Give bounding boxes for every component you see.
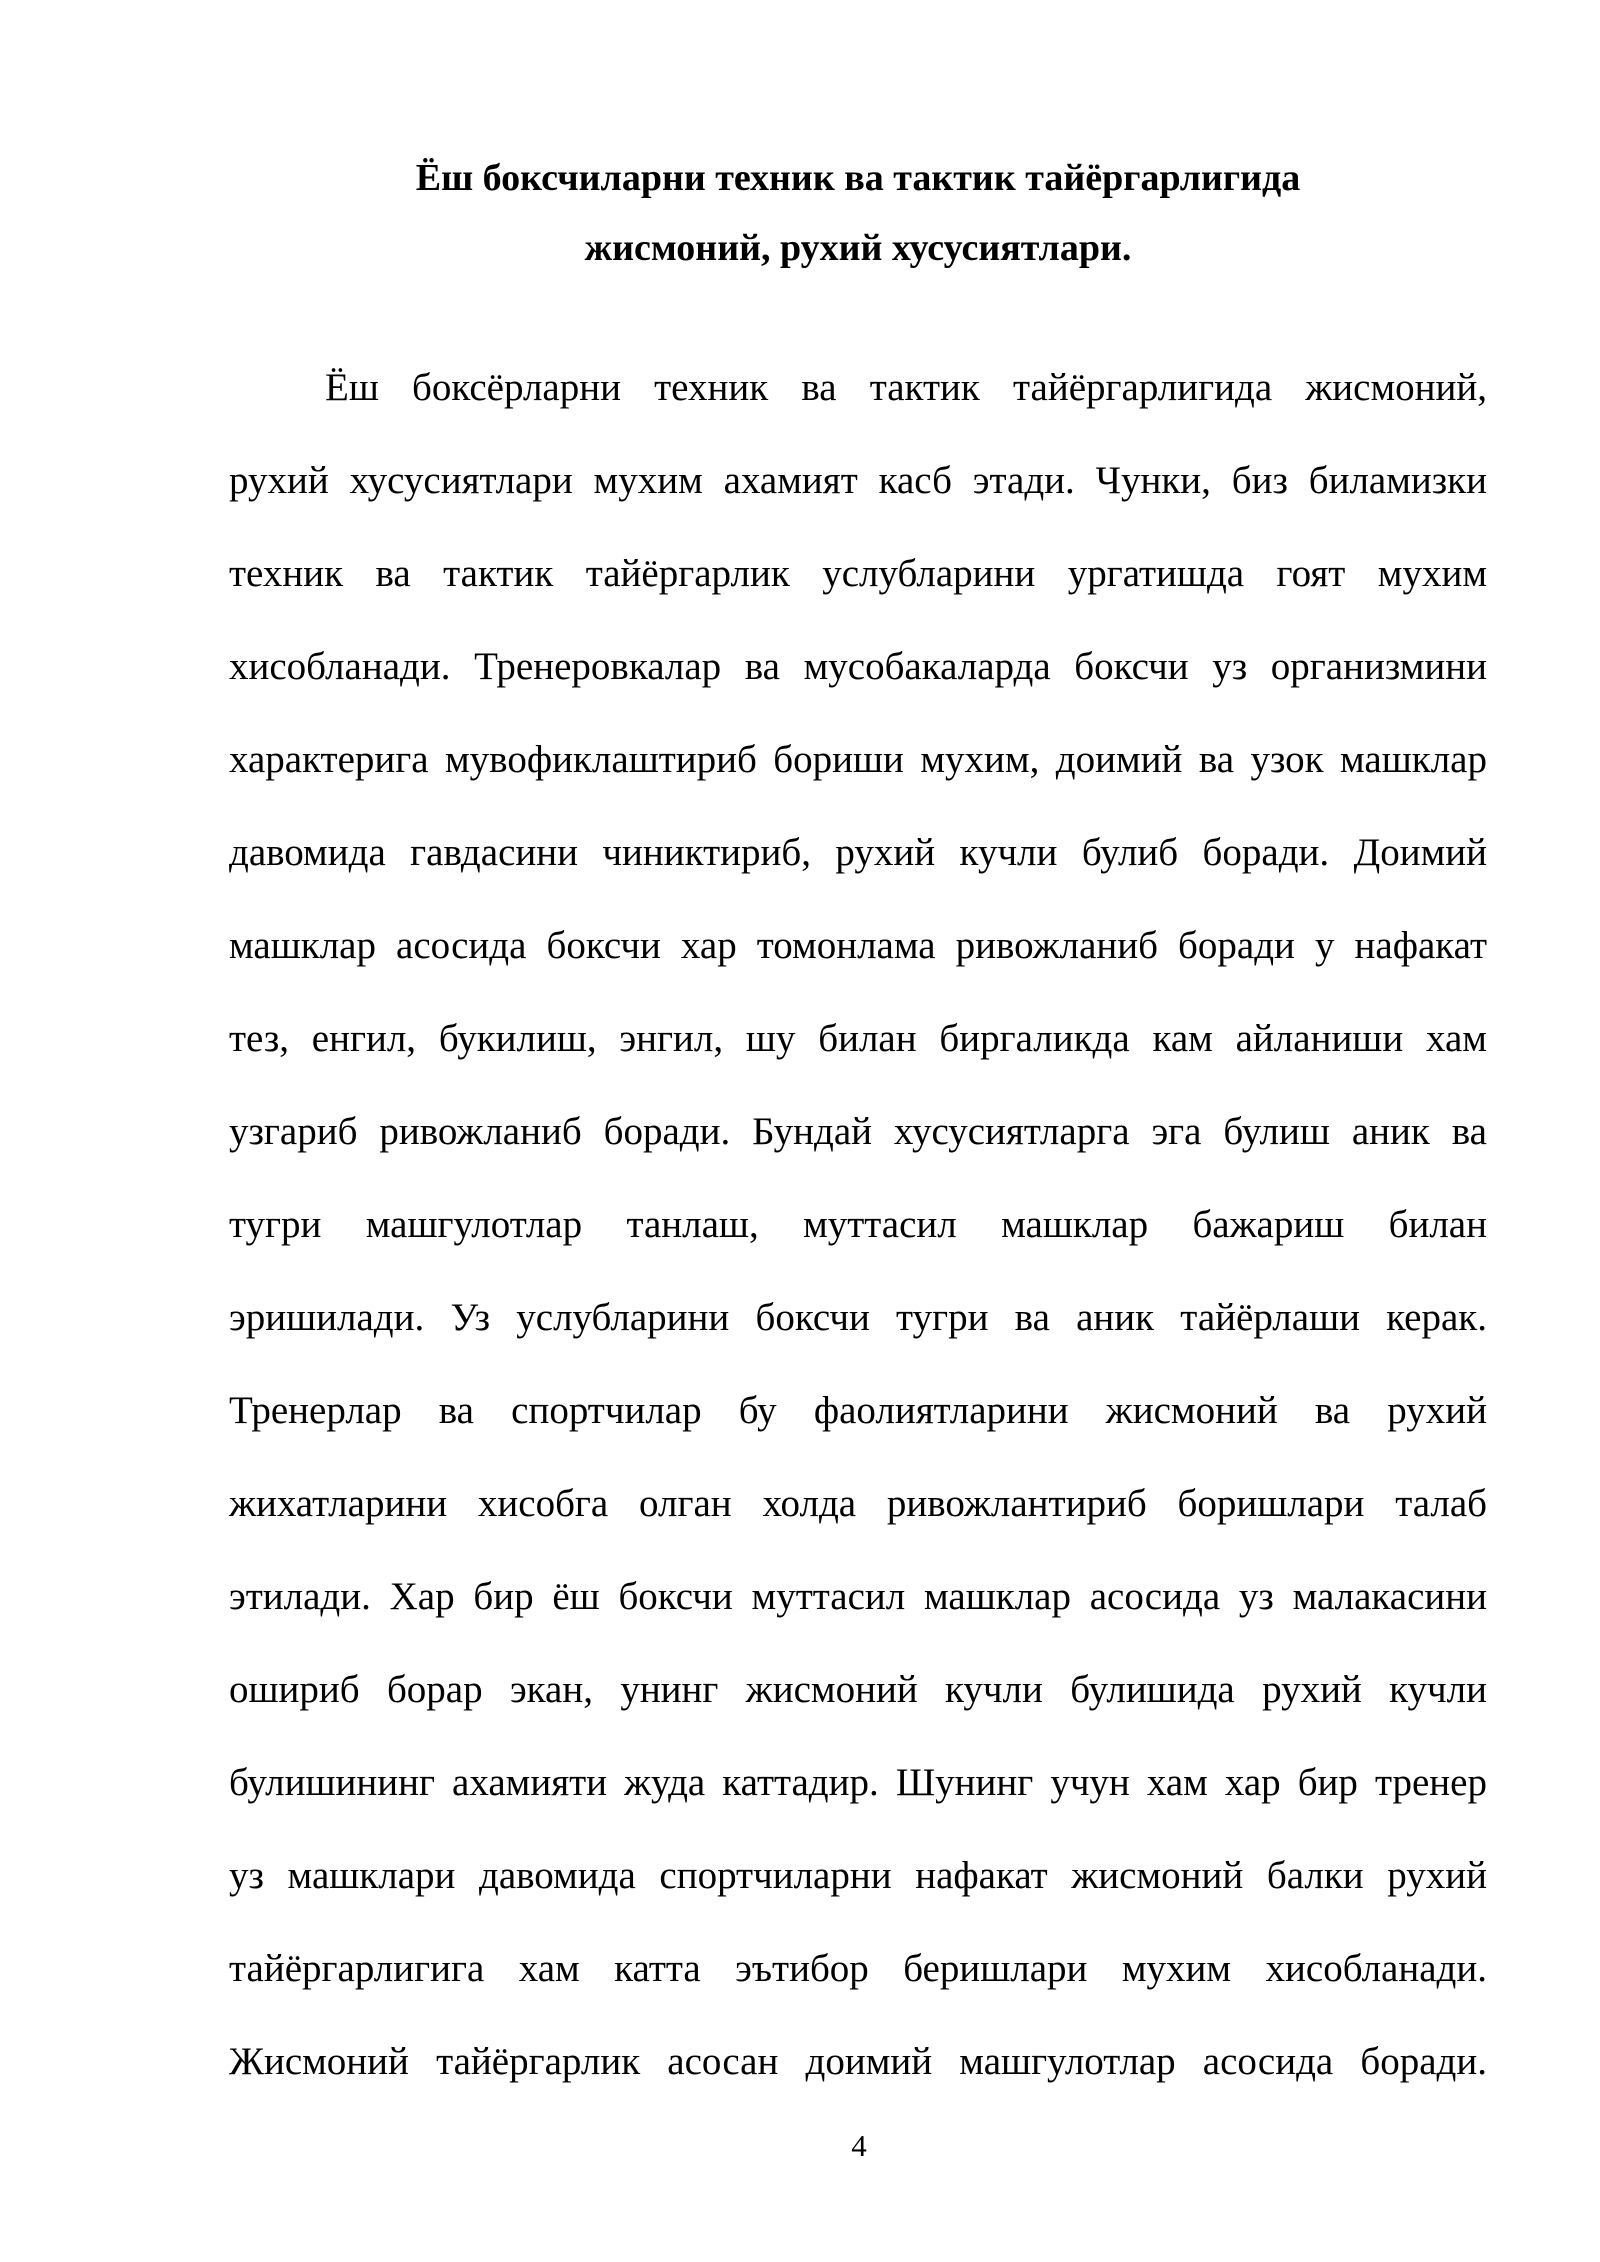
paragraph-line: уз машклари давомида спортчиларни нафакат жисмоний балки рухий (229, 1854, 1487, 1897)
page-number: 4 (851, 2128, 867, 2163)
paragraph-line: Жисмоний тайёргарлик асосан доимий машгулотлар асосида боради. (229, 2040, 1487, 2083)
paragraph-line: Тренерлар ва спортчилар бу фаолиятларини жисмоний ва рухий (229, 1389, 1487, 1432)
paragraph-line: узгариб ривожланиб боради. Бундай хусусиятларга эга булиш аник ва (229, 1110, 1487, 1153)
paragraph-line: техник ва тактик тайёргарлик услубларини ургатишда гоят мухим (229, 552, 1487, 595)
paragraph-line: тайёргарлигига хам катта эътибор беришлари мухим хисобланади. (229, 1947, 1487, 1990)
paragraph-line: характерига мувофиклаштириб бориши мухим, доимий ва узок машклар (229, 738, 1487, 781)
paragraph-line: жихатларини хисобга олган холда ривожлантириб боришлари талаб (229, 1482, 1487, 1525)
title-line: жисмоний, рухий хусусиятлари. (584, 227, 1132, 269)
paragraph-line: машклар асосида боксчи хар томонлама ривожланиб боради у нафакат (229, 924, 1487, 967)
paragraph-line: ошириб борар экан, унинг жисмоний кучли булишида рухий кучли (229, 1668, 1487, 1711)
paragraph-line: тез, енгил, букилиш, энгил, шу билан биргаликда кам айланиши хам (229, 1017, 1487, 1060)
document-title (229, 143, 1487, 283)
paragraph-line: Ёш боксёрларни техник ва тактик тайёргарлигида жисмоний, (325, 366, 1487, 409)
body-paragraph (229, 341, 1487, 2108)
paragraph-line: хисобланади. Тренеровкалар ва мусобакаларда боксчи уз организмини (229, 645, 1487, 688)
paragraph-line: этилади. Хар бир ёш боксчи муттасил машклар асосида уз малакасини (229, 1575, 1487, 1618)
title-line: Ёш боксчиларни техник ва тактик тайёргарлигида (415, 157, 1301, 199)
paragraph-line: булишининг ахамияти жуда каттадир. Шунинг учун хам хар бир тренер (229, 1761, 1487, 1804)
paragraph-line: эришилади. Уз услубларини боксчи тугри ва аник тайёрлаши керак. (229, 1296, 1487, 1339)
paragraph-line: тугри машгулотлар танлаш, муттасил машклар бажариш билан (229, 1203, 1487, 1246)
paragraph-line: давомида гавдасини чиниктириб, рухий кучли булиб боради. Доимий (229, 831, 1487, 874)
paragraph-line: рухий хусусиятлари мухим ахамият касб этади. Чунки, биз биламизки (229, 459, 1487, 502)
